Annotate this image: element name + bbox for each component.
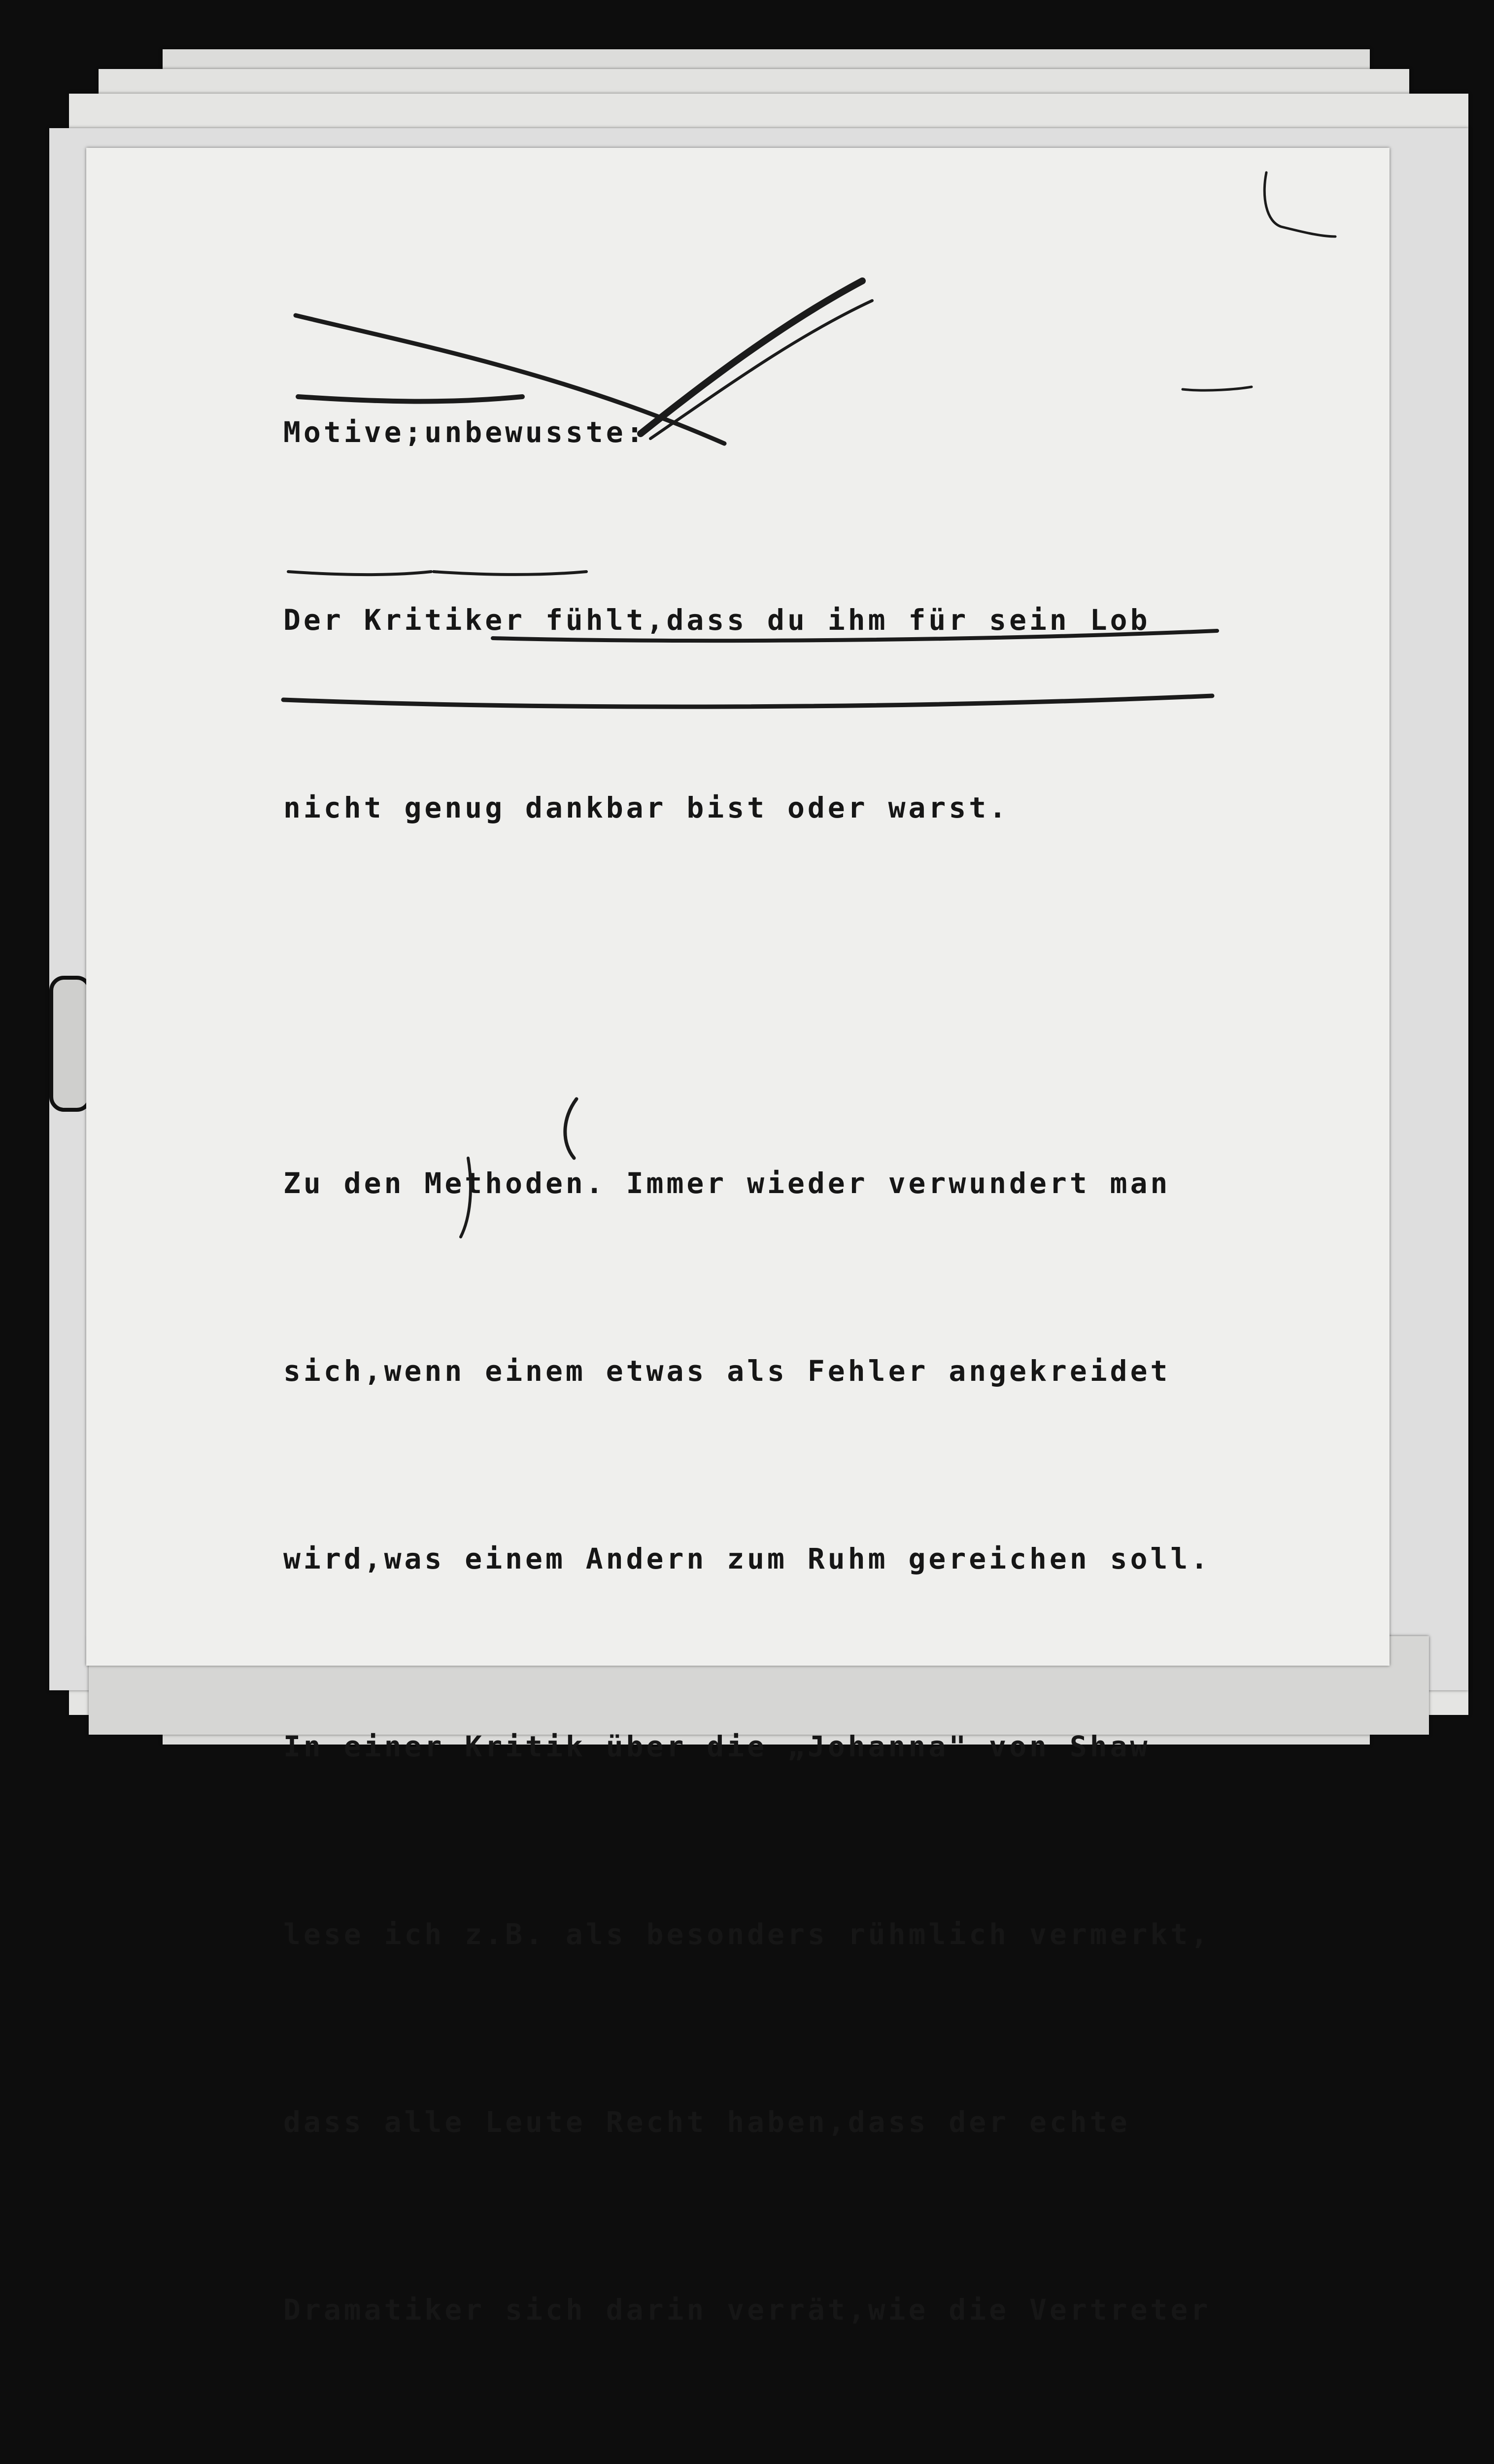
text-line: In einer Kritik über die „Johanna" von Shaw: [283, 1730, 1151, 1763]
text-line: nicht genug dankbar bist oder warst.: [283, 791, 1010, 824]
text-line: sich,wenn einem etwas als Fehler angekreidet: [283, 1354, 1171, 1388]
text-line: Dramatiker sich darin verrät,wie die Vertreter: [283, 2293, 1211, 2327]
heading-line: Motive;unbewusste:: [283, 415, 646, 449]
text-line: Der Kritiker fühlt,dass du ihm für sein Lob: [283, 603, 1151, 637]
typed-text: [283, 276, 1269, 2464]
text-line: lese ich z.B. als besonders rühmlich vermerkt,: [283, 1917, 1211, 1951]
binder-clip: [49, 976, 92, 1112]
text-line: Zu den Methoden. Immer wieder verwundert man: [283, 1166, 1171, 1200]
text-line: wird,was einem Andern zum Ruhm gereichen soll.: [283, 1542, 1211, 1575]
paragraph-gap: [283, 964, 1269, 1027]
text-line: dass alle Leute Recht haben,dass der echte: [283, 2105, 1130, 2139]
